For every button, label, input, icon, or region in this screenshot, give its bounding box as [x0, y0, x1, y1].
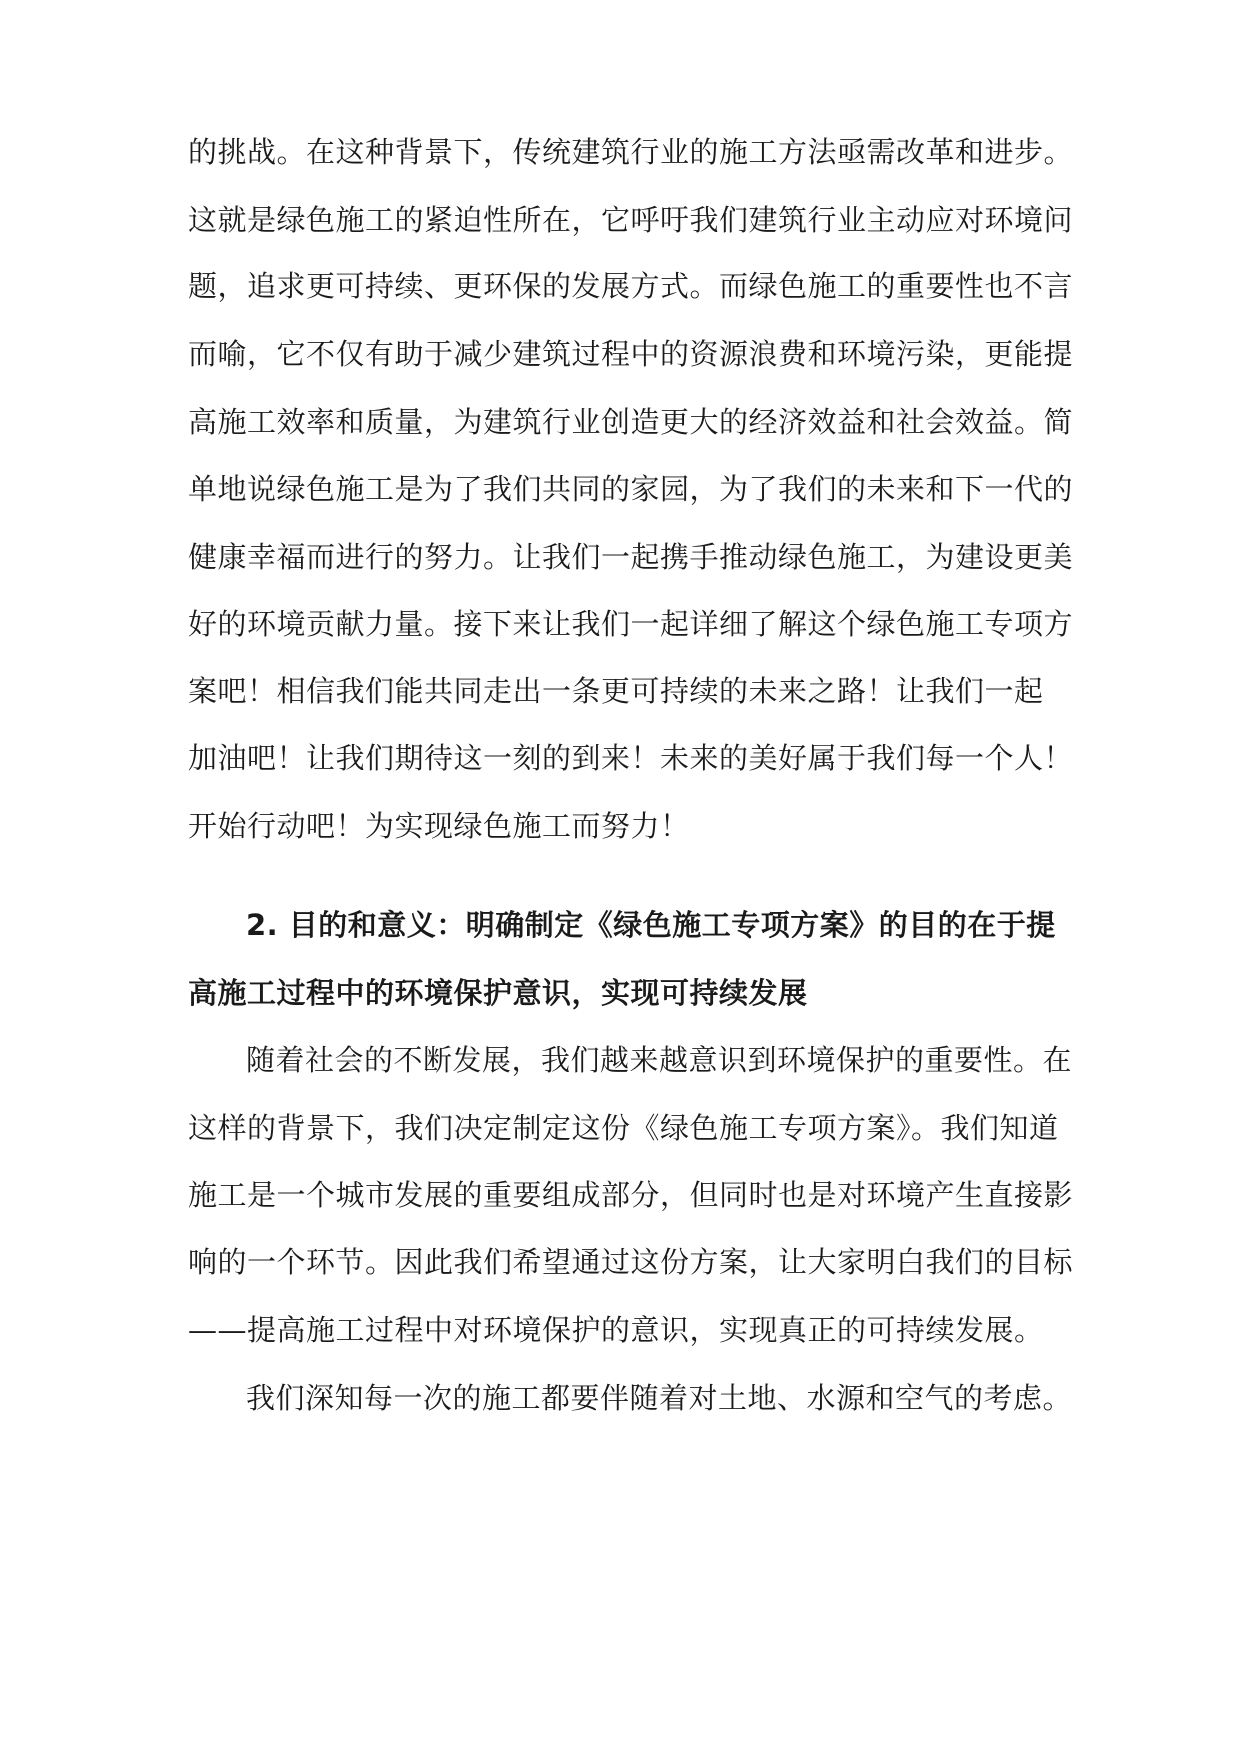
text-line: 施工是一个城市发展的重要组成部分，但同时也是对环境产生直接影: [188, 1178, 1074, 1212]
text-line: 高施工效率和质量，为建筑行业创造更大的经济效益和社会效益。简: [188, 405, 1074, 439]
text-line: 我们深知每一次的施工都要伴随着对土地、水源和空气的考虑。: [246, 1381, 1073, 1415]
text-line: 响的一个环节。因此我们希望通过这份方案，让大家明白我们的目标: [188, 1245, 1074, 1279]
text-line: 健康幸福而进行的努力。让我们一起携手推动绿色施工，为建设更美: [188, 540, 1074, 574]
text-line: 的挑战。在这种背景下，传统建筑行业的施工方法亟需改革和进步。: [188, 135, 1074, 169]
text-line: 好的环境贡献力量。接下来让我们一起详细了解这个绿色施工专项方: [188, 607, 1074, 641]
heading-line: 高施工过程中的环境保护意识，实现可持续发展: [188, 976, 808, 1010]
text-line: 这就是绿色施工的紧迫性所在，它呼吁我们建筑行业主动应对环境问: [188, 203, 1074, 237]
text-line: 这样的背景下，我们决定制定这份《绿色施工专项方案》。我们知道: [188, 1111, 1059, 1145]
text-line: 随着社会的不断发展，我们越来越意识到环境保护的重要性。在: [246, 1043, 1073, 1077]
text-line: 题，追求更可持续、更环保的发展方式。而绿色施工的重要性也不言: [188, 269, 1074, 303]
text-line: 案吧！相信我们能共同走出一条更可持续的未来之路！让我们一起: [188, 674, 1044, 708]
text-line: 加油吧！让我们期待这一刻的到来！未来的美好属于我们每一个人！: [188, 741, 1074, 775]
heading-line: 2. 目的和意义：明确制定《绿色施工专项方案》的目的在于提: [246, 908, 1056, 942]
text-line: 开始行动吧！为实现绿色施工而努力！: [188, 809, 690, 843]
text-line: 单地说绿色施工是为了我们共同的家园，为了我们的未来和下一代的: [188, 472, 1074, 506]
text-line: 而喻，它不仅有助于减少建筑过程中的资源浪费和环境污染，更能提: [188, 337, 1074, 371]
text-line: ——提高施工过程中对环境保护的意识，实现真正的可持续发展。: [188, 1313, 1044, 1347]
